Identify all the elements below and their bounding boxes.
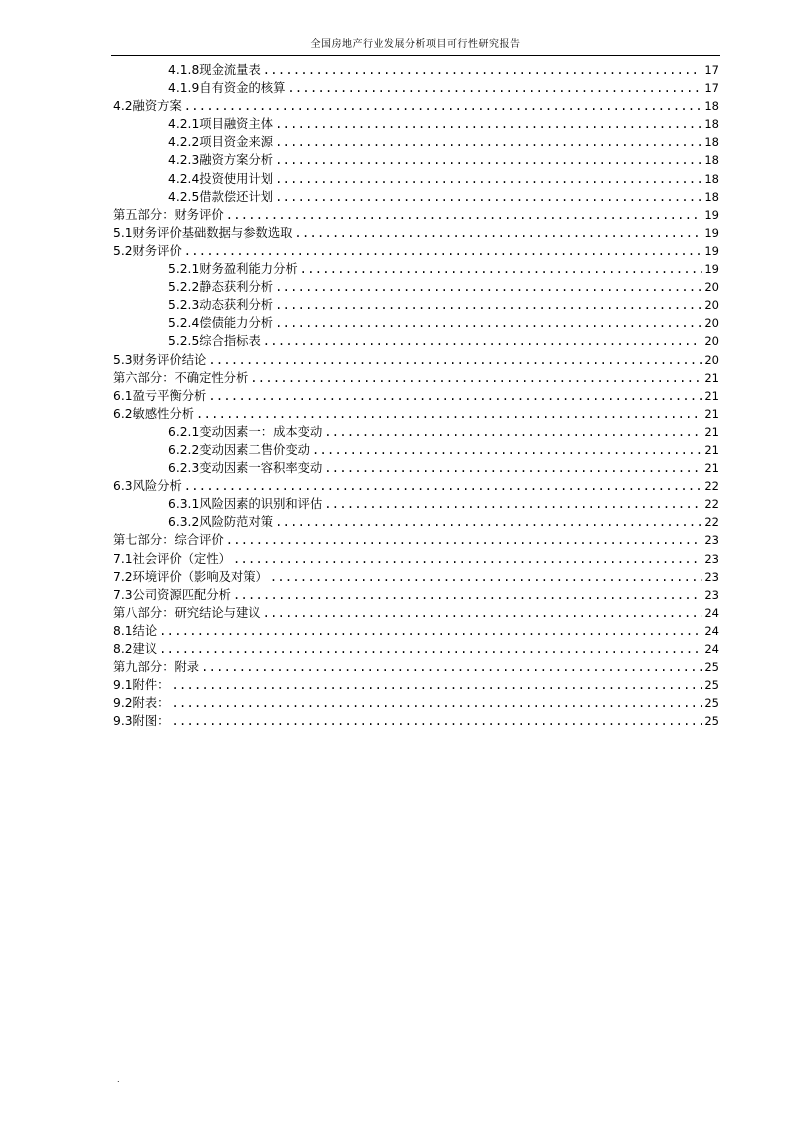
toc-dot-leader xyxy=(184,242,703,260)
toc-dot-leader xyxy=(184,97,703,115)
toc-entry-page: 20 xyxy=(704,334,719,349)
toc-dot-leader xyxy=(275,151,702,169)
toc-entry-page: 24 xyxy=(704,605,719,620)
toc-entry-title: 8.2建议 xyxy=(113,642,158,656)
toc-entry-title: 5.2.3动态获利分析 xyxy=(168,298,274,313)
toc-entry-title: 7.2环境评价（影响及对策） xyxy=(113,569,268,584)
toc-entry[interactable] xyxy=(113,351,719,369)
toc-entry[interactable] xyxy=(113,242,719,260)
toc-entry[interactable] xyxy=(113,513,719,531)
toc-entry-page: 19 xyxy=(704,262,719,277)
toc-entry-page: 18 xyxy=(704,99,719,114)
toc-entry[interactable] xyxy=(113,170,719,188)
toc-entry[interactable] xyxy=(113,296,719,314)
toc-entry[interactable] xyxy=(113,694,719,712)
toc-entry[interactable] xyxy=(113,622,719,640)
toc-entry-title: 4.2.1项目融资主体 xyxy=(168,117,274,132)
toc-dot-leader xyxy=(263,332,703,350)
toc-entry-page: 25 xyxy=(704,660,719,675)
toc-entry[interactable] xyxy=(113,224,719,242)
toc-entry[interactable] xyxy=(113,586,719,604)
toc-entry-title: 6.3风险分析 xyxy=(113,479,182,494)
toc-dot-leader xyxy=(171,676,702,694)
table-of-contents xyxy=(113,61,719,730)
toc-dot-leader xyxy=(196,405,702,423)
toc-entry-title: 7.1社会评价（定性） xyxy=(113,551,231,566)
toc-dot-leader xyxy=(226,531,703,549)
toc-entry[interactable] xyxy=(113,423,719,441)
toc-dot-leader xyxy=(300,260,703,278)
toc-entry-title: 6.1盈亏平衡分析 xyxy=(113,388,207,403)
toc-dot-leader xyxy=(208,387,702,405)
toc-entry[interactable] xyxy=(113,658,719,676)
toc-entry-page: 21 xyxy=(704,406,719,421)
toc-entry-title: 6.2.1变动因素一：成本变动 xyxy=(168,424,323,439)
toc-entry-page: 21 xyxy=(704,424,719,439)
toc-entry-title: 4.1.8现金流量表 xyxy=(168,63,261,77)
toc-entry-page: 18 xyxy=(704,189,719,204)
toc-dot-leader xyxy=(287,79,702,97)
toc-dot-leader xyxy=(171,712,702,730)
toc-entry-page: 23 xyxy=(704,551,719,566)
toc-dot-leader xyxy=(159,622,702,640)
toc-entry-page: 25 xyxy=(704,696,719,711)
toc-entry-page: 25 xyxy=(704,678,719,693)
toc-entry[interactable] xyxy=(113,260,719,278)
toc-dot-leader xyxy=(270,568,703,586)
toc-entry[interactable] xyxy=(113,314,719,332)
toc-dot-leader xyxy=(226,206,703,224)
toc-entry-title: 5.2.5综合指标表 xyxy=(168,334,261,349)
toc-entry[interactable] xyxy=(113,115,719,133)
toc-entry-page: 20 xyxy=(704,280,719,295)
toc-entry-page: 20 xyxy=(704,316,719,331)
toc-entry-title: 4.2.2项目资金来源 xyxy=(168,135,274,150)
toc-dot-leader xyxy=(324,495,702,513)
toc-entry[interactable] xyxy=(113,568,719,586)
toc-entry-page: 24 xyxy=(704,642,719,656)
toc-entry[interactable] xyxy=(113,405,719,423)
toc-entry-title: 第八部分：研究结论与建议 xyxy=(113,605,261,620)
toc-entry-page: 19 xyxy=(704,207,719,222)
toc-entry-title: 6.3.2风险防范对策 xyxy=(168,515,274,530)
toc-dot-leader xyxy=(233,550,702,568)
toc-entry[interactable] xyxy=(113,441,719,459)
toc-dot-leader xyxy=(275,314,702,332)
toc-entry[interactable] xyxy=(113,133,719,151)
toc-entry-title: 第六部分：不确定性分析 xyxy=(113,370,249,385)
toc-entry[interactable] xyxy=(113,712,719,730)
toc-entry[interactable] xyxy=(113,61,719,79)
footer-mark: . xyxy=(117,1075,120,1084)
toc-entry[interactable] xyxy=(113,97,719,115)
toc-dot-leader xyxy=(263,61,703,79)
toc-entry[interactable] xyxy=(113,495,719,513)
toc-entry[interactable] xyxy=(113,206,719,224)
document-title: 全国房地产行业发展分析项目可行性研究报告 xyxy=(310,39,521,50)
toc-entry-page: 21 xyxy=(704,442,719,457)
toc-entry-title: 4.2.5借款偿还计划 xyxy=(168,189,274,204)
toc-entry[interactable] xyxy=(113,477,719,495)
toc-entry-page: 23 xyxy=(704,533,719,548)
toc-entry-title: 第七部分：综合评价 xyxy=(113,533,224,548)
toc-entry-title: 第五部分：财务评价 xyxy=(113,207,224,222)
toc-entry-page: 18 xyxy=(704,135,719,150)
toc-entry-title: 5.2.4偿债能力分析 xyxy=(168,316,274,331)
toc-entry-title: 6.3.1风险因素的识别和评估 xyxy=(168,497,323,512)
toc-dot-leader xyxy=(159,640,702,658)
toc-entry[interactable] xyxy=(113,151,719,169)
page-header xyxy=(111,37,720,56)
toc-dot-leader xyxy=(275,115,702,133)
toc-entry[interactable] xyxy=(113,459,719,477)
toc-dot-leader xyxy=(324,459,702,477)
toc-dot-leader xyxy=(275,170,702,188)
toc-entry[interactable] xyxy=(113,369,719,387)
toc-entry-title: 8.1结论 xyxy=(113,623,158,638)
toc-entry[interactable] xyxy=(113,676,719,694)
toc-entry[interactable] xyxy=(113,188,719,206)
toc-entry-title: 9.1附件： xyxy=(113,678,170,693)
toc-entry-page: 20 xyxy=(704,298,719,313)
toc-dot-leader xyxy=(275,296,702,314)
toc-dot-leader xyxy=(233,586,702,604)
toc-entry-page: 19 xyxy=(704,243,719,258)
toc-entry-title: 7.3公司资源匹配分析 xyxy=(113,587,231,602)
toc-entry-title: 5.2.2静态获利分析 xyxy=(168,280,274,295)
toc-entry-page: 24 xyxy=(704,623,719,638)
toc-entry-title: 4.1.9自有资金的核算 xyxy=(168,81,286,96)
toc-dot-leader xyxy=(275,278,702,296)
toc-entry-page: 19 xyxy=(704,225,719,240)
toc-entry[interactable] xyxy=(113,332,719,350)
toc-entry-title: 4.2.4投资使用计划 xyxy=(168,171,274,186)
toc-entry-title: 第九部分：附录 xyxy=(113,660,200,675)
toc-entry[interactable] xyxy=(113,550,719,568)
toc-entry-page: 20 xyxy=(704,352,719,367)
toc-entry-page: 18 xyxy=(704,117,719,132)
toc-entry-title: 6.2.3变动因素一容积率变动 xyxy=(168,461,323,476)
toc-entry[interactable] xyxy=(113,604,719,622)
toc-entry-page: 23 xyxy=(704,587,719,602)
toc-entry-page: 18 xyxy=(704,171,719,186)
toc-dot-leader xyxy=(294,224,702,242)
toc-dot-leader xyxy=(171,694,702,712)
toc-dot-leader xyxy=(208,351,702,369)
toc-entry-title: 4.2.3融资方案分析 xyxy=(168,153,274,168)
toc-dot-leader xyxy=(275,133,702,151)
toc-entry-page: 22 xyxy=(704,497,719,512)
toc-entry-page: 21 xyxy=(704,370,719,385)
toc-entry-title: 5.2.1财务盈利能力分析 xyxy=(168,262,298,277)
toc-dot-leader xyxy=(184,477,703,495)
toc-dot-leader xyxy=(263,604,703,622)
toc-entry-page: 21 xyxy=(704,388,719,403)
toc-dot-leader xyxy=(275,188,702,206)
toc-entry-title: 5.2财务评价 xyxy=(113,243,182,258)
toc-dot-leader xyxy=(324,423,702,441)
toc-entry[interactable] xyxy=(113,531,719,549)
toc-entry[interactable] xyxy=(113,278,719,296)
toc-dot-leader xyxy=(201,658,702,676)
toc-entry[interactable] xyxy=(113,79,719,97)
toc-entry-title: 6.2.2变动因素二售价变动 xyxy=(168,442,310,457)
toc-entry-page: 22 xyxy=(704,479,719,494)
toc-dot-leader xyxy=(312,441,702,459)
toc-entry-page: 17 xyxy=(704,63,719,77)
toc-entry[interactable] xyxy=(113,387,719,405)
toc-entry-title: 5.3财务评价结论 xyxy=(113,352,207,367)
toc-entry-title: 6.2敏感性分析 xyxy=(113,406,195,421)
toc-entry-title: 5.1财务评价基础数据与参数选取 xyxy=(113,225,293,240)
toc-entry-page: 17 xyxy=(704,81,719,96)
toc-entry-page: 18 xyxy=(704,153,719,168)
toc-entry-title: 4.2融资方案 xyxy=(113,99,182,114)
toc-entry[interactable] xyxy=(113,640,719,658)
toc-entry-title: 9.3附图： xyxy=(113,714,170,729)
toc-entry-title: 9.2附表： xyxy=(113,696,170,711)
toc-entry-page: 25 xyxy=(704,714,719,729)
toc-entry-page: 21 xyxy=(704,461,719,476)
toc-entry-page: 22 xyxy=(704,515,719,530)
toc-dot-leader xyxy=(275,513,702,531)
toc-entry-page: 23 xyxy=(704,569,719,584)
toc-dot-leader xyxy=(250,369,702,387)
